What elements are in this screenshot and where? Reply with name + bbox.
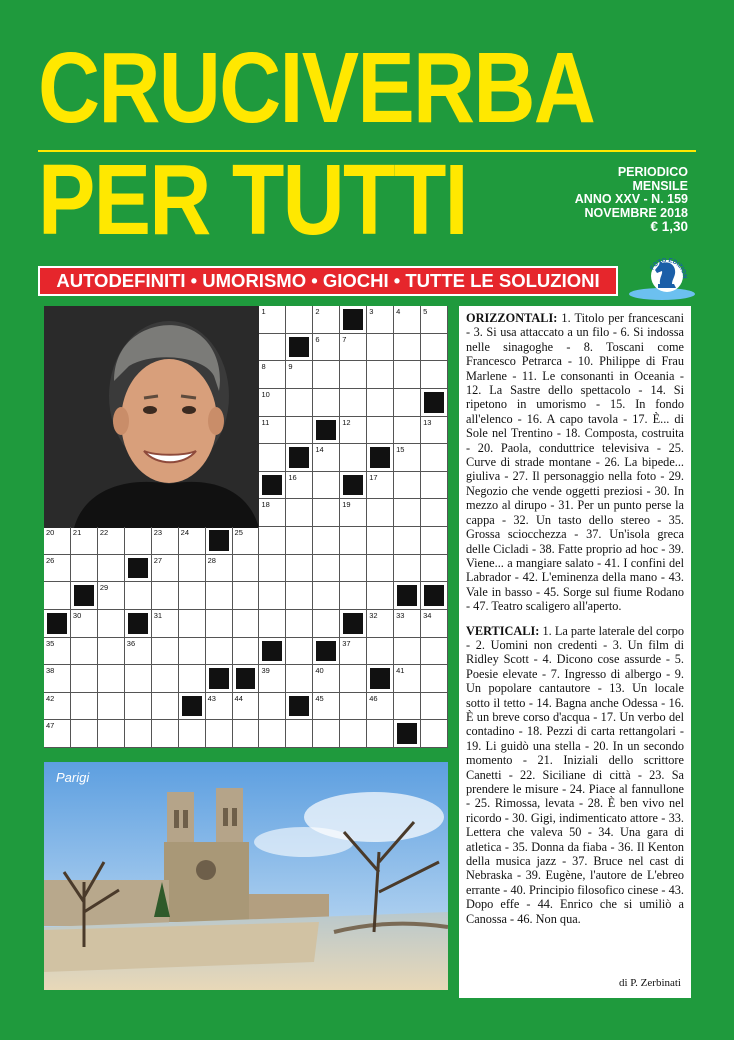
grid-cell[interactable]	[394, 665, 421, 693]
grid-cell[interactable]	[152, 665, 179, 693]
grid-cell[interactable]	[44, 638, 71, 666]
grid-cell[interactable]	[125, 555, 152, 583]
cell-number: 29	[99, 583, 109, 593]
grid-cell[interactable]	[259, 361, 286, 389]
grid-cell[interactable]	[286, 555, 313, 583]
grid-cell[interactable]	[98, 638, 125, 666]
grid-cell[interactable]	[259, 417, 286, 445]
cell-number: 25	[234, 528, 243, 537]
black-square	[209, 530, 229, 551]
black-square	[289, 696, 309, 717]
cell-number: 43	[207, 693, 216, 703]
grid-cell[interactable]	[233, 693, 260, 721]
grid-cell[interactable]	[125, 693, 152, 721]
paris-photo	[44, 762, 448, 990]
issue-type: PERIODICO	[617, 165, 688, 179]
grid-cell[interactable]	[98, 665, 125, 693]
grid-cell[interactable]	[179, 527, 206, 555]
cell-number: 6	[315, 334, 320, 344]
grid-cell[interactable]	[286, 527, 313, 555]
cell-number: 19	[342, 500, 351, 510]
black-square	[370, 447, 390, 468]
grid-cell[interactable]	[206, 638, 233, 666]
grid-cell[interactable]	[44, 693, 71, 721]
grid-cell[interactable]	[152, 555, 179, 583]
cell-number: 33	[396, 610, 405, 620]
grid-cell[interactable]	[71, 610, 98, 638]
author-signature: di P. Zerbinati	[618, 976, 681, 989]
grid-cell[interactable]	[421, 555, 448, 583]
cell-number: 16	[288, 472, 297, 482]
grid-cell[interactable]	[421, 334, 448, 362]
grid-cell[interactable]	[71, 665, 98, 693]
black-square	[128, 613, 148, 634]
grid-cell[interactable]	[179, 665, 206, 693]
cell-number: 46	[369, 693, 378, 703]
grid-cell[interactable]	[313, 306, 340, 334]
cell-number: 28	[207, 555, 216, 565]
cell-number: 20	[46, 528, 55, 537]
grid-cell[interactable]	[259, 527, 286, 555]
grid-cell[interactable]	[125, 582, 152, 610]
cell-number: 4	[396, 307, 401, 316]
black-square	[182, 696, 202, 717]
grid-cell[interactable]	[421, 472, 448, 500]
grid-cell[interactable]	[206, 720, 233, 748]
black-square	[289, 447, 309, 468]
grid-cell[interactable]	[286, 472, 313, 500]
grid-cell[interactable]	[233, 610, 260, 638]
grid-cell[interactable]	[394, 527, 421, 555]
photo-caption: Parigi	[56, 770, 90, 785]
grid-cell[interactable]	[259, 444, 286, 472]
cell-number: 39	[261, 666, 270, 676]
grid-cell[interactable]	[340, 527, 367, 555]
grid-cell[interactable]	[394, 582, 421, 610]
cell-number: 34	[423, 610, 432, 620]
grid-cell[interactable]	[125, 665, 152, 693]
grid-cell[interactable]	[71, 638, 98, 666]
logo-text: FOTO EDIZION	[649, 257, 688, 279]
grid-cell[interactable]	[206, 582, 233, 610]
grid-cell[interactable]	[367, 527, 394, 555]
grid-cell[interactable]	[367, 389, 394, 417]
celebrity-photo	[44, 306, 259, 528]
grid-cell[interactable]	[340, 693, 367, 721]
grid-cell[interactable]	[340, 555, 367, 583]
cell-number: 22	[99, 528, 109, 537]
grid-cell[interactable]	[206, 693, 233, 721]
grid-cell[interactable]	[421, 638, 448, 666]
grid-cell[interactable]	[179, 555, 206, 583]
cell-number: 44	[234, 693, 243, 703]
grid-cell[interactable]	[367, 693, 394, 721]
black-square	[262, 475, 282, 496]
down-heading: VERTICALI:	[466, 623, 540, 638]
grid-cell[interactable]	[259, 610, 286, 638]
black-square	[424, 585, 444, 606]
grid-cell[interactable]	[259, 306, 286, 334]
grid-cell[interactable]	[421, 389, 448, 417]
cell-number: 37	[342, 638, 351, 648]
issue-price: € 1,30	[650, 219, 688, 234]
grid-cell[interactable]	[394, 610, 421, 638]
grid-cell[interactable]	[367, 334, 394, 362]
grid-cell[interactable]	[259, 638, 286, 666]
grid-cell[interactable]	[394, 389, 421, 417]
issue-number: ANNO XXV - N. 159	[574, 192, 688, 206]
grid-cell[interactable]	[125, 720, 152, 748]
grid-cell[interactable]	[340, 417, 367, 445]
grid-cell[interactable]	[259, 555, 286, 583]
grid-cell[interactable]	[98, 720, 125, 748]
grid-cell[interactable]	[71, 555, 98, 583]
grid-cell[interactable]	[233, 720, 260, 748]
black-square	[424, 392, 444, 413]
grid-cell[interactable]	[313, 720, 340, 748]
cell-number: 5	[423, 307, 428, 316]
grid-cell[interactable]	[259, 720, 286, 748]
grid-cell[interactable]	[71, 527, 98, 555]
grid-cell[interactable]	[313, 417, 340, 445]
grid-cell[interactable]	[259, 693, 286, 721]
grid-cell[interactable]	[340, 638, 367, 666]
grid-cell[interactable]	[313, 582, 340, 610]
grid-cell[interactable]	[394, 720, 421, 748]
cell-number: 30	[72, 610, 82, 620]
grid-cell[interactable]	[394, 306, 421, 334]
grid-cell[interactable]	[394, 638, 421, 666]
grid-cell[interactable]	[259, 389, 286, 417]
grid-cell[interactable]	[152, 582, 179, 610]
clues-panel	[459, 306, 691, 998]
grid-cell[interactable]	[98, 555, 125, 583]
grid-cell[interactable]	[286, 444, 313, 472]
grid-cell[interactable]	[340, 306, 367, 334]
black-square	[397, 585, 417, 606]
grid-cell[interactable]	[44, 527, 71, 555]
grid-cell[interactable]	[421, 610, 448, 638]
grid-cell[interactable]	[206, 555, 233, 583]
grid-cell[interactable]	[152, 638, 179, 666]
grid-cell[interactable]	[44, 582, 71, 610]
cell-number: 42	[46, 693, 55, 703]
cell-number: 3	[369, 307, 374, 316]
grid-cell[interactable]	[394, 499, 421, 527]
black-square	[316, 641, 336, 662]
grid-cell[interactable]	[313, 527, 340, 555]
grid-cell[interactable]	[421, 499, 448, 527]
grid-cell[interactable]	[367, 582, 394, 610]
black-square	[343, 309, 363, 330]
grid-cell[interactable]	[340, 334, 367, 362]
grid-cell[interactable]	[367, 555, 394, 583]
grid-cell[interactable]	[152, 610, 179, 638]
grid-cell[interactable]	[421, 582, 448, 610]
grid-cell[interactable]	[98, 527, 125, 555]
black-square	[343, 475, 363, 496]
grid-cell[interactable]	[152, 527, 179, 555]
cell-number: 18	[261, 500, 270, 510]
grid-cell[interactable]	[421, 361, 448, 389]
grid-cell[interactable]	[44, 720, 71, 748]
cell-number: 11	[261, 417, 270, 427]
down-clues	[466, 624, 684, 927]
grid-cell[interactable]	[286, 306, 313, 334]
grid-cell[interactable]	[340, 582, 367, 610]
grid-cell[interactable]	[367, 444, 394, 472]
features-banner: AUTODEFINITI • UMORISMO • GIOCHI • TUTTE LE SOLUZIONI	[38, 266, 618, 296]
cell-number: 14	[315, 445, 324, 455]
grid-cell[interactable]	[71, 582, 98, 610]
grid-cell[interactable]	[340, 389, 367, 417]
grid-cell[interactable]	[367, 499, 394, 527]
grid-cell[interactable]	[394, 555, 421, 583]
grid-cell[interactable]	[233, 555, 260, 583]
magazine-title-line2: PER TUTTI	[38, 144, 467, 256]
grid-cell[interactable]	[98, 693, 125, 721]
grid-cell[interactable]	[259, 665, 286, 693]
cell-number: 23	[153, 528, 163, 537]
grid-cell[interactable]	[125, 638, 152, 666]
grid-cell[interactable]	[313, 334, 340, 362]
grid-cell[interactable]	[313, 499, 340, 527]
across-heading: ORIZZONTALI:	[466, 311, 558, 325]
cell-number: 31	[153, 610, 163, 620]
grid-cell[interactable]	[206, 610, 233, 638]
cell-number: 7	[342, 334, 347, 344]
grid-cell[interactable]	[313, 665, 340, 693]
grid-cell[interactable]	[313, 610, 340, 638]
across-clues	[466, 311, 684, 614]
grid-cell[interactable]	[286, 334, 313, 362]
grid-cell[interactable]	[259, 499, 286, 527]
cell-number: 24	[180, 528, 189, 537]
cell-number: 47	[46, 721, 55, 731]
grid-cell[interactable]	[44, 610, 71, 638]
grid-cell[interactable]	[179, 638, 206, 666]
grid-cell[interactable]	[367, 417, 394, 445]
grid-cell[interactable]	[286, 665, 313, 693]
issue-date: NOVEMBRE 2018	[584, 205, 688, 220]
grid-cell[interactable]	[340, 499, 367, 527]
cell-number: 12	[342, 417, 351, 427]
black-square	[128, 558, 148, 579]
grid-cell[interactable]	[179, 582, 206, 610]
grid-cell[interactable]	[152, 720, 179, 748]
grid-cell[interactable]	[206, 527, 233, 555]
black-square	[370, 668, 390, 689]
grid-cell[interactable]	[179, 693, 206, 721]
black-square	[316, 420, 336, 441]
grid-cell[interactable]	[394, 361, 421, 389]
grid-cell[interactable]	[286, 361, 313, 389]
grid-cell[interactable]	[394, 417, 421, 445]
grid-cell[interactable]	[44, 665, 71, 693]
black-square	[289, 337, 309, 358]
issue-info	[575, 166, 688, 234]
grid-cell[interactable]	[394, 444, 421, 472]
grid-cell[interactable]	[340, 720, 367, 748]
grid-cell[interactable]	[340, 610, 367, 638]
grid-cell[interactable]	[98, 610, 125, 638]
cell-number: 8	[261, 362, 266, 372]
grid-cell[interactable]	[286, 499, 313, 527]
black-square	[209, 668, 229, 689]
cell-number: 36	[126, 638, 136, 648]
grid-cell[interactable]	[421, 306, 448, 334]
issue-frequency: MENSILE	[632, 178, 688, 193]
cell-number: 9	[288, 362, 293, 372]
grid-cell[interactable]	[313, 361, 340, 389]
cell-number: 40	[315, 666, 324, 676]
grid-cell[interactable]	[286, 693, 313, 721]
cell-number: 27	[153, 555, 163, 565]
grid-cell[interactable]	[367, 361, 394, 389]
grid-cell[interactable]	[71, 720, 98, 748]
grid-cell[interactable]	[286, 582, 313, 610]
cell-number: 35	[46, 638, 55, 648]
grid-cell[interactable]	[313, 472, 340, 500]
grid-cell[interactable]	[421, 417, 448, 445]
grid-cell[interactable]	[286, 610, 313, 638]
black-square	[397, 723, 417, 744]
grid-cell[interactable]	[421, 444, 448, 472]
across-clues-text: 1. Titolo per francescani - 3. Si usa attaccato a un filo - 6. Si indossa nelle sinagoghe - 8. Toscani come Francesco Petrarca - 10. Philippe di Frau Marlene - 11. Le consonanti in Oceania - 12. La Sastre dello spettacolo - 14. Si ripetono in umorismo - 15. In fondo all'elenco - 16. A capo tavola - 17. È... di Sole nel Trentino - 18. Composta, costruita - 20. Paola, conduttrice televisiva - 25. Curve di strade montane - 26. La bipede... giuliva - 27. Il personaggio nella foto - 29. Negozio che vende oggetti preziosi - 30. In mezzo al dirupo - 31. Per un punto perse la cappa - 32. Un tasto dello stereo - 35. Grossa sciocchezza - 37. Un'isola greca delle Cicladi - 38. Fatte proprio ad hoc - 39. Viene... a mangiare salato - 41. I confini del Labrador - 42. L'eminenza della mano - 43. Vale in basso - 45. Sorge sul fiume Rodano - 47. Teatro scaligero all'aperto.	[466, 311, 684, 614]
grid-cell[interactable]	[367, 665, 394, 693]
grid-cell[interactable]	[98, 582, 125, 610]
grid-cell[interactable]	[367, 610, 394, 638]
cell-number: 45	[315, 693, 324, 703]
grid-cell[interactable]	[367, 638, 394, 666]
grid-cell[interactable]	[340, 361, 367, 389]
grid-cell[interactable]	[233, 582, 260, 610]
grid-cell[interactable]	[394, 334, 421, 362]
grid-cell[interactable]	[340, 472, 367, 500]
grid-cell[interactable]	[286, 638, 313, 666]
cell-number: 17	[369, 472, 378, 482]
grid-cell[interactable]	[340, 665, 367, 693]
grid-cell[interactable]	[421, 527, 448, 555]
grid-cell[interactable]	[421, 720, 448, 748]
cell-number: 21	[72, 528, 82, 537]
black-square	[262, 641, 282, 662]
grid-cell[interactable]	[125, 527, 152, 555]
cell-number: 32	[369, 610, 378, 620]
grid-cell[interactable]	[44, 555, 71, 583]
grid-cell[interactable]	[340, 444, 367, 472]
black-square	[47, 613, 67, 634]
grid-cell[interactable]	[313, 444, 340, 472]
cell-number: 1	[261, 307, 266, 316]
grid-cell[interactable]	[152, 693, 179, 721]
grid-cell[interactable]	[206, 665, 233, 693]
black-square	[236, 668, 256, 689]
down-clues-text: 1. La parte laterale del corpo - 2. Uomini non credenti - 3. Un film di Ridley Scott - 4. Dicono cose assurde - 5. Poesie elevate - 7. Ingresso di albergo - 9. Un popolare cantautore - 13. Un locale sotto il tetto - 14. Bagna anche Odessa - 16. È un breve corso d'acqua - 17. Un verbo del contadino - 18. Pezzi di carta rettangolari - 19. Li guidò una stella - 20. In un secondo momento - 21. Iniziali dello scrittore Canetti - 22. Siciliane di città - 23. Sa prendere le misure - 24. Piace al fannullone - 25. Rimossa, levata - 28. È ben vivo nel ricordo - 30. Gigi, indimenticato attore - 33. Lettera che valeva 50 - 34. Una gara di atletica - 35. Donna da fiaba - 36. Il Kenton della musica jazz - 37. Bruce nel cast di Nebraska - 39. Eugène, l'autore de L'ebreo errante - 40. Principio filosofico cinese - 43. Dopo effe - 44. Enrico che si umiliò a Canossa - 46. Non qua.	[466, 623, 684, 926]
grid-cell[interactable]	[286, 720, 313, 748]
grid-cell[interactable]	[259, 334, 286, 362]
grid-cell[interactable]	[313, 555, 340, 583]
grid-cell[interactable]	[125, 610, 152, 638]
grid-cell[interactable]	[179, 610, 206, 638]
black-square	[74, 585, 94, 606]
grid-cell[interactable]	[394, 472, 421, 500]
grid-cell[interactable]	[259, 472, 286, 500]
cell-number: 41	[396, 666, 405, 676]
black-square	[343, 613, 363, 634]
cell-number: 26	[46, 555, 55, 565]
grid-cell[interactable]	[259, 582, 286, 610]
grid-cell[interactable]	[313, 389, 340, 417]
grid-cell[interactable]	[421, 665, 448, 693]
grid-cell[interactable]	[233, 638, 260, 666]
cell-number: 13	[423, 417, 432, 427]
grid-cell[interactable]	[394, 693, 421, 721]
grid-cell[interactable]	[313, 693, 340, 721]
cell-number: 38	[46, 666, 55, 676]
cell-number: 10	[261, 389, 270, 399]
grid-cell[interactable]	[421, 693, 448, 721]
magazine-title-line1: CRUCIVERBA	[38, 32, 595, 144]
cell-number: 2	[315, 307, 320, 316]
grid-cell[interactable]	[233, 527, 260, 555]
grid-cell[interactable]	[313, 638, 340, 666]
grid-cell[interactable]	[71, 693, 98, 721]
cell-number: 15	[396, 445, 405, 455]
grid-cell[interactable]	[367, 472, 394, 500]
grid-cell[interactable]	[286, 417, 313, 445]
grid-cell[interactable]	[179, 720, 206, 748]
grid-cell[interactable]	[367, 720, 394, 748]
publisher-logo	[627, 252, 697, 302]
grid-cell[interactable]	[233, 665, 260, 693]
grid-cell[interactable]	[286, 389, 313, 417]
grid-cell[interactable]	[367, 306, 394, 334]
